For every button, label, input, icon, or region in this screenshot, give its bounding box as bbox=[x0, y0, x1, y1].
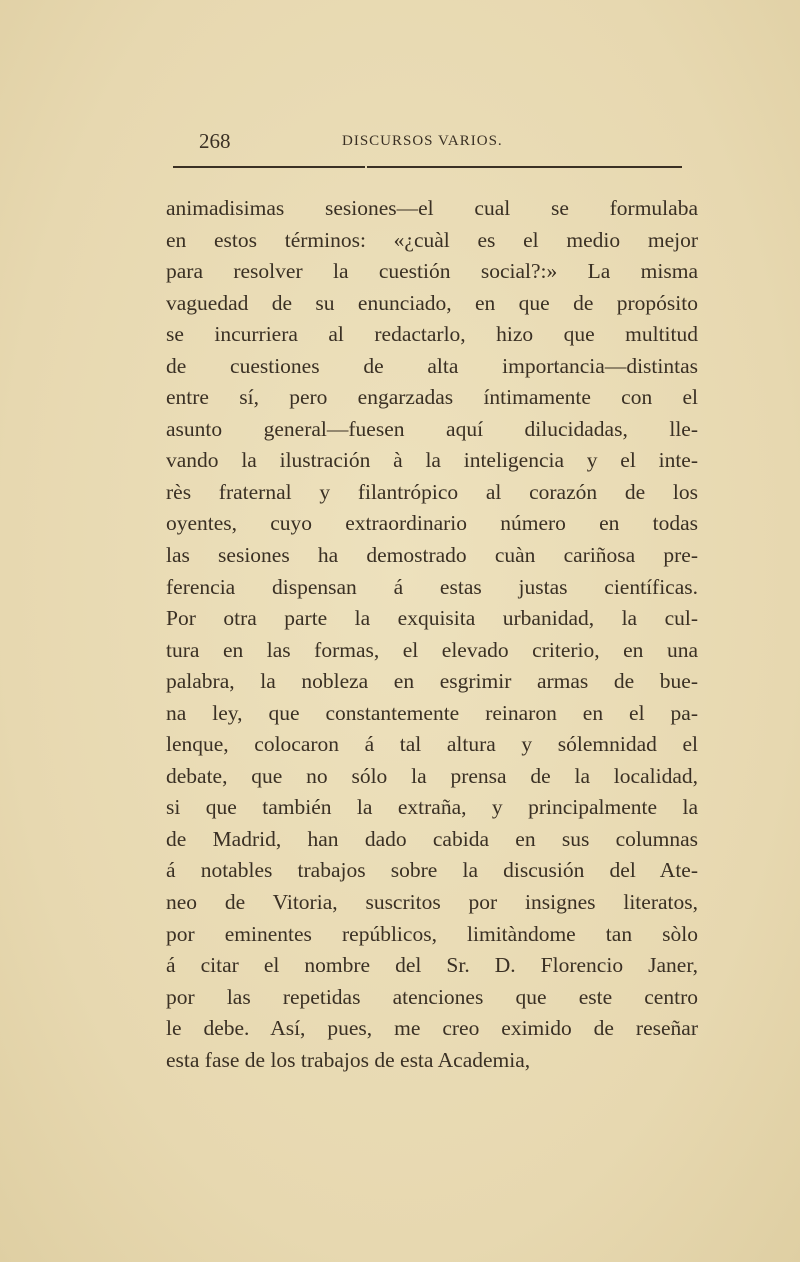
text-line: lenque, colocaron á tal altura y sólemnidad el bbox=[166, 732, 698, 757]
header-rule-left bbox=[173, 166, 365, 168]
text-line: animadisimas sesiones—el cual se formulaba bbox=[166, 196, 698, 220]
text-line: si que también la extraña, y principalmente la bbox=[166, 795, 698, 820]
text-line: vaguedad de su enunciado, en que de propósito bbox=[166, 290, 698, 315]
text-line: entre sí, pero engarzadas íntimamente con el bbox=[166, 385, 698, 410]
text-line: se incurriera al redactarlo, hizo que multitud bbox=[166, 322, 698, 347]
text-line: le debe. Así, pues, me creo eximido de reseñar bbox=[166, 1016, 698, 1041]
text-line: tura en las formas, el elevado criterio, en una bbox=[166, 637, 698, 662]
text-line: oyentes, cuyo extraordinario número en todas bbox=[166, 511, 698, 536]
text-line: Por otra parte la exquisita urbanidad, la cul- bbox=[166, 606, 698, 631]
text-line: palabra, la nobleza en esgrimir armas de bue- bbox=[166, 669, 698, 694]
text-line: de Madrid, han dado cabida en sus columnas bbox=[166, 826, 698, 851]
text-line: en estos términos: «¿cuàl es el medio mejor bbox=[166, 227, 698, 252]
text-line: por eminentes repúblicos, limitàndome tan sòlo bbox=[166, 921, 698, 946]
body-text bbox=[166, 193, 698, 1076]
running-title: DISCURSOS VARIOS. bbox=[342, 133, 503, 149]
text-line: para resolver la cuestión social?:» La misma bbox=[166, 259, 698, 284]
text-line: na ley, que constantemente reinaron en el pa- bbox=[166, 700, 698, 725]
text-line: rès fraternal y filantrópico al corazón de los bbox=[166, 479, 698, 504]
text-line: vando la ilustración à la inteligencia y el inte- bbox=[166, 448, 698, 473]
text-line: esta fase de los trabajos de esta Academia, bbox=[166, 1047, 531, 1072]
page-number: 268 bbox=[199, 129, 231, 153]
text-line: á notables trabajos sobre la discusión del Ate- bbox=[166, 858, 698, 883]
text-line: asunto general—fuesen aquí dilucidadas, lle- bbox=[166, 416, 698, 441]
text-line: de cuestiones de alta importancia—distintas bbox=[166, 353, 698, 378]
text-line: ferencia dispensan á estas justas científicas. bbox=[166, 574, 698, 599]
text-line: por las repetidas atenciones que este centro bbox=[166, 984, 698, 1009]
text-line: neo de Vitoria, suscritos por insignes literatos, bbox=[166, 890, 698, 915]
text-line: debate, que no sólo la prensa de la localidad, bbox=[166, 763, 698, 788]
text-line: á citar el nombre del Sr. D. Florencio Janer, bbox=[166, 953, 698, 978]
header-rule-right bbox=[367, 166, 682, 168]
text-line: las sesiones ha demostrado cuàn cariñosa pre- bbox=[166, 543, 698, 568]
